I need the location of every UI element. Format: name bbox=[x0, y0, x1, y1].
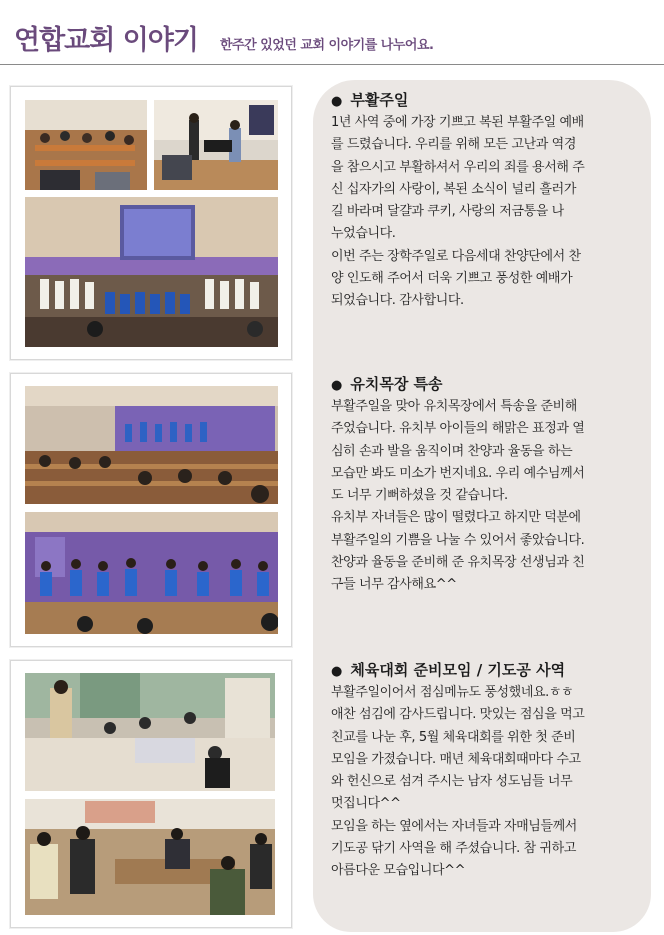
page-header bbox=[0, 0, 664, 66]
page-title: 연합교회 이야기 bbox=[14, 25, 198, 56]
body-line: 양 인도해 주어서 더욱 기쁘고 풍성한 예배가 bbox=[331, 271, 573, 287]
section-kindergarten bbox=[331, 372, 643, 597]
section-heading: ● 유치목장 특송 bbox=[331, 375, 443, 393]
story-text-panel bbox=[313, 80, 651, 932]
section-heading: ● 체육대회 준비모임 / 기도공 사역 bbox=[331, 661, 566, 679]
body-line: 신 십자가의 사랑이, 복된 소식이 널리 흘러가 bbox=[331, 181, 576, 197]
section-body bbox=[331, 396, 643, 597]
body-line: 와 헌신으로 섬겨 주시는 남자 성도님들 너무 bbox=[331, 774, 573, 790]
photo-worship-band-stage bbox=[154, 100, 278, 190]
bullet-icon: ● bbox=[331, 378, 343, 393]
body-line: 유치부 자녀들은 많이 떨렸다고 하지만 덕분에 bbox=[331, 510, 581, 526]
body-line: 멋집니다^^ bbox=[331, 796, 401, 812]
body-line: 길 바라며 달걀과 쿠키, 사랑의 저금통을 나 bbox=[331, 204, 564, 220]
body-line: 부활주일의 기쁨을 나눌 수 있어서 좋았습니다. bbox=[331, 532, 585, 548]
photo-prayer-ball-ministry bbox=[25, 673, 275, 791]
photo-card-kindergarten bbox=[10, 373, 292, 647]
section-body bbox=[331, 682, 643, 883]
body-line: 도 너무 기뻐하셨을 것 같습니다. bbox=[331, 488, 508, 504]
body-line: 친교를 나눈 후, 5월 체육대회를 위한 첫 준비 bbox=[331, 729, 576, 745]
body-line: 모임을 가졌습니다. 매년 체육대회때마다 수고 bbox=[331, 751, 581, 767]
body-line: 1년 사역 중에 가장 기쁘고 복된 부활주일 예배 bbox=[331, 115, 584, 130]
body-line: 애찬 섬김에 감사드립니다. 맛있는 점심을 먹고 bbox=[331, 707, 585, 723]
header-divider bbox=[0, 64, 664, 65]
body-line: 모습만 봐도 미소가 번지네요. 우리 예수님께서 bbox=[331, 465, 585, 481]
photo-sports-day-meeting bbox=[25, 799, 275, 915]
body-line: 부활주일을 맞아 유치목장에서 특송을 준비해 bbox=[331, 399, 577, 414]
bullet-icon: ● bbox=[331, 94, 343, 109]
page-subtitle: 한주간 있었던 교회 이야기를 나누어요. bbox=[220, 38, 434, 53]
photo-worship-band-audience bbox=[25, 100, 147, 190]
body-line: 주었습니다. 유치부 아이들의 해맑은 표정과 열 bbox=[331, 421, 585, 437]
body-line: 심히 손과 발을 움직이며 찬양과 율동을 하는 bbox=[331, 443, 573, 459]
body-line: 구들 너무 감사해요^^ bbox=[331, 577, 457, 593]
bullet-icon: ● bbox=[331, 664, 343, 679]
photo-kindergarten-wide bbox=[25, 386, 278, 504]
body-line: 모임을 하는 옆에서는 자녀들과 자매님들께서 bbox=[331, 818, 577, 834]
photo-next-generation-praise-team bbox=[25, 197, 278, 347]
body-line: 을 참으시고 부활하셔서 우리의 죄를 용서해 주 bbox=[331, 159, 585, 175]
body-line: 이번 주는 장학주일로 다음세대 찬양단에서 찬 bbox=[331, 248, 581, 264]
body-line: 부활주일이어서 점심메뉴도 풍성했네요.ㅎㅎ bbox=[331, 685, 574, 700]
section-heading: ● 부활주일 bbox=[331, 91, 409, 109]
body-line: 를 드렸습니다. 우리를 위해 모든 고난과 역경 bbox=[331, 137, 576, 153]
photo-card-sports-prep bbox=[10, 660, 292, 928]
section-body bbox=[331, 112, 643, 313]
photo-card-easter bbox=[10, 86, 292, 360]
body-line: 기도공 닦기 사역을 해 주셨습니다. 참 귀하고 bbox=[331, 841, 576, 857]
body-line: 누었습니다. bbox=[331, 226, 396, 242]
section-sports-prep bbox=[331, 658, 643, 883]
section-easter bbox=[331, 88, 643, 313]
body-line: 찬양과 율동을 준비해 준 유치목장 선생님과 친 bbox=[331, 555, 585, 571]
body-line: 아름다운 모습입니다^^ bbox=[331, 863, 466, 879]
body-line: 되었습니다. 감사합니다. bbox=[331, 293, 464, 309]
photo-kindergarten-closeup bbox=[25, 512, 278, 634]
